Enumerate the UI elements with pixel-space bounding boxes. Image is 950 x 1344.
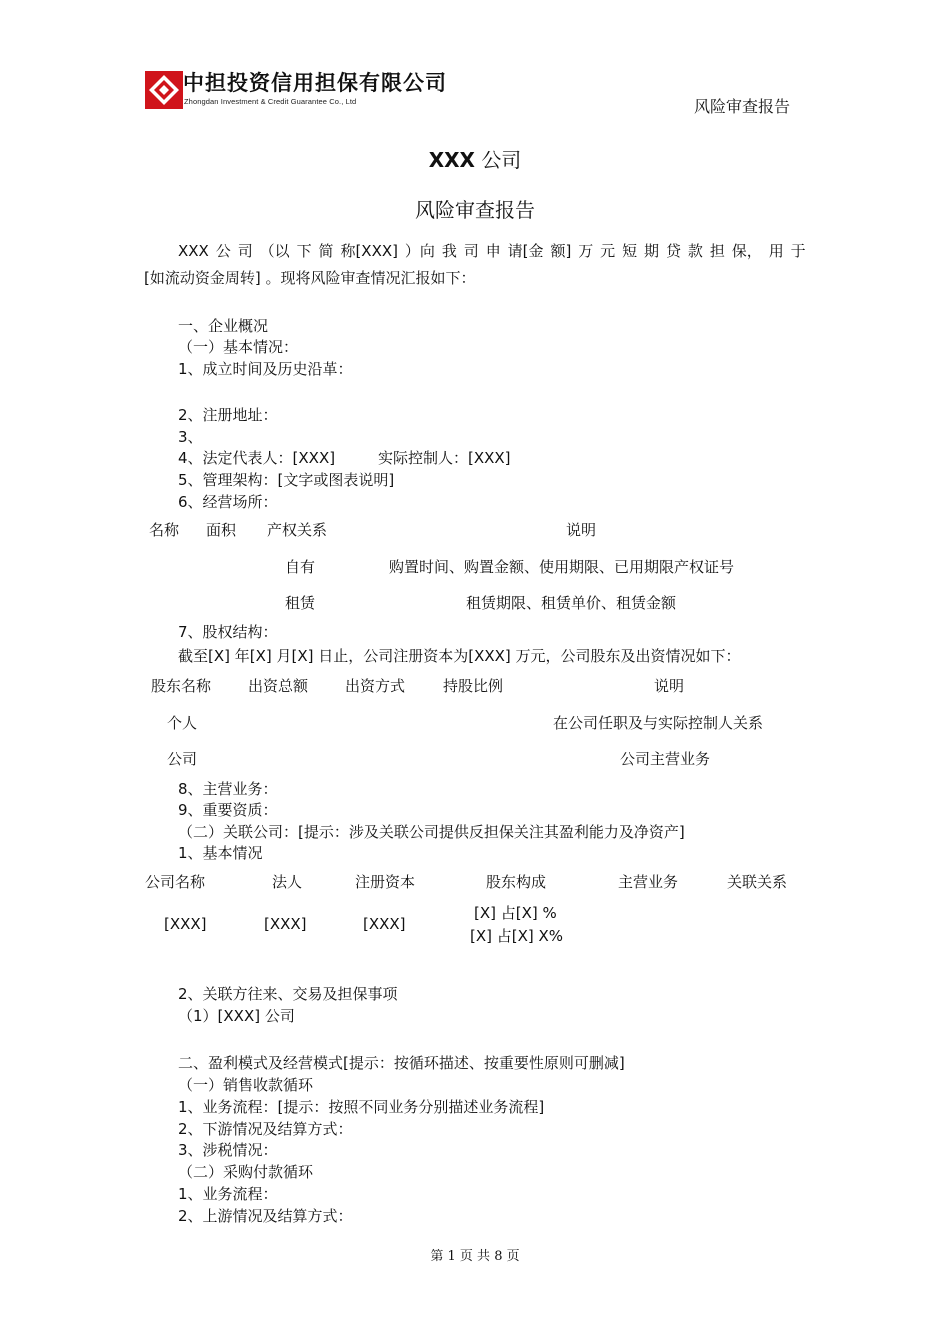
- intro-line-2: [如流动资金周转] 。现将风险审查情况汇报如下：: [144, 269, 476, 287]
- list-item: 1、业务流程：[提示：按照不同业务分别描述业务流程]: [178, 1098, 545, 1116]
- intro-token: 公: [215, 242, 231, 260]
- table-header-cell: 出资总额: [248, 677, 309, 695]
- table-cell: [X] 占[X] %: [474, 904, 557, 922]
- intro-token: 贷: [665, 242, 681, 260]
- list-item: 2、下游情况及结算方式：: [178, 1120, 353, 1138]
- title-company-placeholder: XXX: [428, 148, 475, 172]
- table-header-cell: 注册资本: [355, 873, 416, 891]
- intro-token: 款: [687, 242, 703, 260]
- table-cell: 公司: [167, 750, 198, 768]
- list-item: 2、关联方往来、交易及担保事项: [178, 985, 398, 1003]
- table-header-cell: 股东构成: [486, 873, 547, 891]
- table-header-cell: 面积: [206, 521, 237, 539]
- table-header-cell: 公司名称: [145, 873, 206, 891]
- list-item: 2、上游情况及结算方式：: [178, 1207, 353, 1225]
- document-title: [0, 148, 950, 172]
- list-item: 9、重要资质：: [178, 801, 278, 819]
- list-item: 8、主营业务：: [178, 780, 278, 798]
- table-cell: [XXX]: [363, 915, 406, 933]
- list-item: 3、涉税情况：: [178, 1141, 278, 1159]
- intro-token: 用: [768, 242, 784, 260]
- table-header-cell: 股东名称: [151, 677, 212, 695]
- list-item: 5、管理架构：[文字或图表说明]: [178, 471, 395, 489]
- intro-token: XXX: [178, 242, 209, 260]
- table-header-cell: 名称: [149, 521, 180, 539]
- table-cell: [XXX]: [264, 915, 307, 933]
- table-cell: 个人: [167, 714, 198, 732]
- intro-token: 担: [709, 242, 725, 260]
- company-logo: [143, 67, 447, 112]
- table-header-cell: 持股比例: [443, 677, 504, 695]
- table-header-cell: 产权关系: [267, 521, 328, 539]
- intro-token: 称[XXX]: [340, 242, 398, 260]
- list-item: 4、法定代表人：[XXX]: [178, 449, 336, 467]
- list-item: （1）[XXX] 公司: [178, 1007, 295, 1025]
- list-item: 1、业务流程：: [178, 1185, 278, 1203]
- list-item: 3、: [178, 428, 203, 446]
- table-header-cell: 出资方式: [345, 677, 406, 695]
- subsection-heading: （一）销售收款循环: [178, 1076, 314, 1094]
- section-heading: 二、盈利模式及经营模式[提示：按循环描述、按重要性原则可删减]: [178, 1054, 625, 1072]
- table-header-cell: 主营业务: [618, 873, 679, 891]
- table-cell: [XXX]: [164, 915, 207, 933]
- intro-token: 我: [441, 242, 457, 260]
- intro-token: 请[金: [507, 242, 544, 260]
- intro-token: 司: [237, 242, 253, 260]
- header-report-name: 风险审查报告: [694, 97, 791, 116]
- table-header-cell: 关联关系: [727, 873, 788, 891]
- paragraph: 截至[X] 年[X] 月[X] 日止，公司注册资本为[XXX] 万元，公司股东及出资情况如下：: [178, 647, 741, 665]
- intro-token: 下: [296, 242, 312, 260]
- table-cell: 公司主营业务: [620, 750, 711, 768]
- document-subtitle: 风险审查报告: [415, 198, 535, 222]
- list-item: 7、股权结构：: [178, 623, 278, 641]
- list-item: 实际控制人：[XXX]: [378, 449, 511, 467]
- table-cell: 购置时间、购置金额、使用期限、已用期限产权证号: [389, 558, 735, 576]
- intro-token: 于: [790, 242, 806, 260]
- subsection-heading: （二）关联公司：[提示：涉及关联公司提供反担保关注其盈利能力及净资产]: [178, 823, 685, 841]
- list-item: 6、经营场所：: [178, 493, 278, 511]
- intro-token: 万: [578, 242, 594, 260]
- table-cell: 租赁: [285, 594, 316, 612]
- intro-token: 元: [600, 242, 616, 260]
- subsection-heading: （二）采购付款循环: [178, 1163, 314, 1181]
- list-item: 1、基本情况: [178, 844, 263, 862]
- title-company-suffix: 公司: [481, 148, 522, 172]
- intro-token: （以: [259, 242, 290, 260]
- intro-token: 申: [485, 242, 501, 260]
- intro-token: 额]: [550, 242, 572, 260]
- table-cell: 自有: [285, 558, 316, 576]
- subsection-heading: （一）基本情况：: [178, 338, 299, 356]
- table-header-cell: 法人: [272, 873, 303, 891]
- intro-token: 保，: [731, 242, 762, 260]
- intro-token: 期: [644, 242, 660, 260]
- intro-token: 短: [622, 242, 638, 260]
- section-heading: 一、企业概况: [178, 317, 269, 335]
- logo-emblem-icon: [145, 71, 183, 109]
- list-item: 1、成立时间及历史沿革：: [178, 360, 353, 378]
- table-cell: [X] 占[X] X%: [470, 927, 564, 945]
- intro-line-1: [178, 241, 806, 261]
- table-header-cell: 说明: [654, 677, 685, 695]
- list-item: 2、注册地址：: [178, 406, 278, 424]
- table-cell: 租赁期限、租赁单价、租赁金额: [466, 594, 677, 612]
- logo-chinese-name: 中担投资信用担保有限公司: [183, 71, 447, 95]
- table-cell: 在公司任职及与实际控制人关系: [553, 714, 764, 732]
- intro-token: 简: [318, 242, 334, 260]
- table-header-cell: 说明: [566, 521, 597, 539]
- logo-english-name: Zhongdan Investment & Credit Guarantee Co., Ltd: [184, 97, 357, 106]
- intro-token: 司: [463, 242, 479, 260]
- page-number: 第 1 页 共 8 页: [430, 1249, 520, 1264]
- intro-token: ）向: [404, 242, 435, 260]
